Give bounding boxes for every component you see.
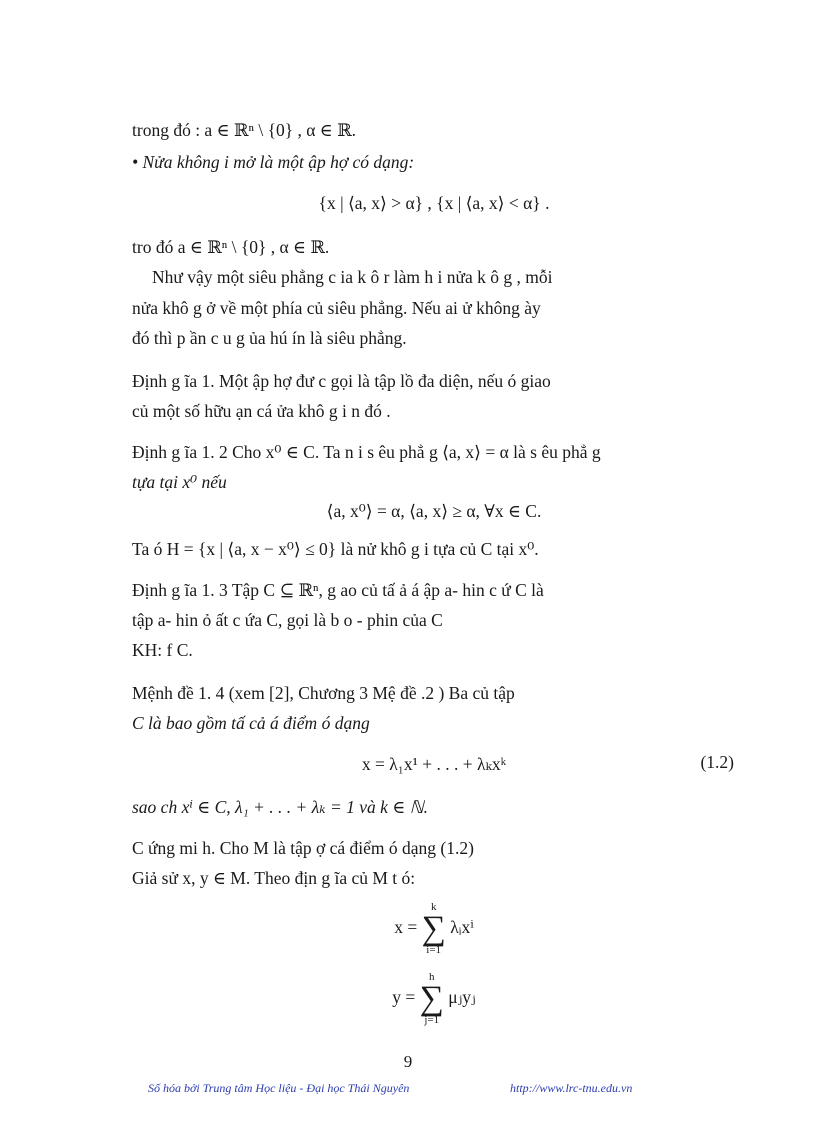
sum-symbol-1: k ∑ i=1 xyxy=(421,901,446,956)
text-line-7: đó thì p ần c u g ủa hú ín là siêu phẳng. xyxy=(132,328,407,348)
proposition-line-1: Mệnh đề 1. 4 (xem [2], Chương 3 Mệ đề .2 ) Ba củ tập xyxy=(132,683,515,703)
sum-1-lower: i=1 xyxy=(426,944,442,956)
sum-1-upper: k xyxy=(430,901,437,913)
proposition-line-2: C là bao gồm tấ cả á điểm ó dạng xyxy=(132,713,370,733)
page-number: 9 xyxy=(403,1052,413,1071)
eq1-lhs: x = xyxy=(394,917,418,938)
display-equation-x-sum xyxy=(132,902,736,956)
proof-line-2: Giả sử x, y ∈ M. Theo địn g ĩa củ M t ó: xyxy=(132,868,416,888)
footer-link[interactable]: http://www.lrc-tnu.edu.vn xyxy=(510,1081,633,1095)
text-line-5: Như vậy một siêu phẳng c ia k ô r làm h i nửa k ô g , mỗi xyxy=(152,267,553,287)
proof-line-1: C ứng mi h. Cho M là tập ợ cá điểm ó dạng (1.2) xyxy=(132,838,474,858)
definition-2-line-1: Định g ĩa 1. 2 Cho x⁰ ∈ C. Ta n i s êu phẳ g ⟨a, x⟩ = α là s êu phẳ g xyxy=(132,442,601,462)
eq2-lhs: y = xyxy=(392,987,416,1008)
text-line-1: trong đó : a ∈ ℝⁿ \ {0} , α ∈ ℝ. xyxy=(132,120,357,140)
sum-symbol-2: h ∑ j=1 xyxy=(419,971,444,1026)
eq1-rhs: λᵢxⁱ xyxy=(450,917,474,938)
eq2-rhs: μⱼyⱼ xyxy=(448,987,476,1008)
sum-2-lower: j=1 xyxy=(424,1014,440,1026)
definition-3-line-2: tập a- hin ỏ ất c ứa C, gọi là b o - phin của C xyxy=(132,610,443,630)
text-line-4: tro đó a ∈ ℝⁿ \ {0} , α ∈ ℝ. xyxy=(132,237,330,257)
definition-1-line-1: Định g ĩa 1. Một ập hợ đư c gọi là tập lồ đa diện, nếu ó giao xyxy=(132,371,551,391)
definition-1-line-2: củ một số hữu ạn cá ửa khô g i n đó . xyxy=(132,401,391,421)
display-equation-y-sum xyxy=(132,972,736,1026)
text-line-6: nửa khô g ở về một phía củ siêu phẳng. Nếu ai ử không ày xyxy=(132,298,541,318)
sum-2-upper: h xyxy=(429,971,435,983)
text-line-13: Ta ó H = {x | ⟨a, x − x⁰⟩ ≤ 0} là nử khô g i tựa củ C tại x⁰. xyxy=(132,539,539,559)
display-equation-support: ⟨a, x⁰⟩ = α, ⟨a, x⟩ ≥ α, ∀x ∈ C. xyxy=(326,501,542,521)
definition-2-line-2: tựa tại x⁰ nếu xyxy=(132,472,227,492)
footer-source: Số hóa bởi Trung tâm Học liệu - Đại học Thái Nguyên xyxy=(148,1081,410,1095)
proposition-line-3: sao ch xⁱ ∈ C, λ₁ + . . . + λₖ = 1 và k ∈ ℕ. xyxy=(132,797,429,817)
text-line-2: • Nửa không i mở là một ập hợ có dạng: xyxy=(132,152,415,172)
display-equation-1-2: x = λ₁x¹ + . . . + λₖxᵏ xyxy=(361,754,507,774)
definition-3-line-3: KH: f C. xyxy=(132,640,193,660)
equation-number: (1.2) xyxy=(700,752,734,772)
definition-3-line-1: Định g ĩa 1. 3 Tập C ⊆ ℝⁿ, g ao củ tấ ả á ập a- hin c ứ C là xyxy=(132,580,544,600)
display-equation-halfspaces: {x | ⟨a, x⟩ > α} , {x | ⟨a, x⟩ < α} . xyxy=(318,193,550,213)
